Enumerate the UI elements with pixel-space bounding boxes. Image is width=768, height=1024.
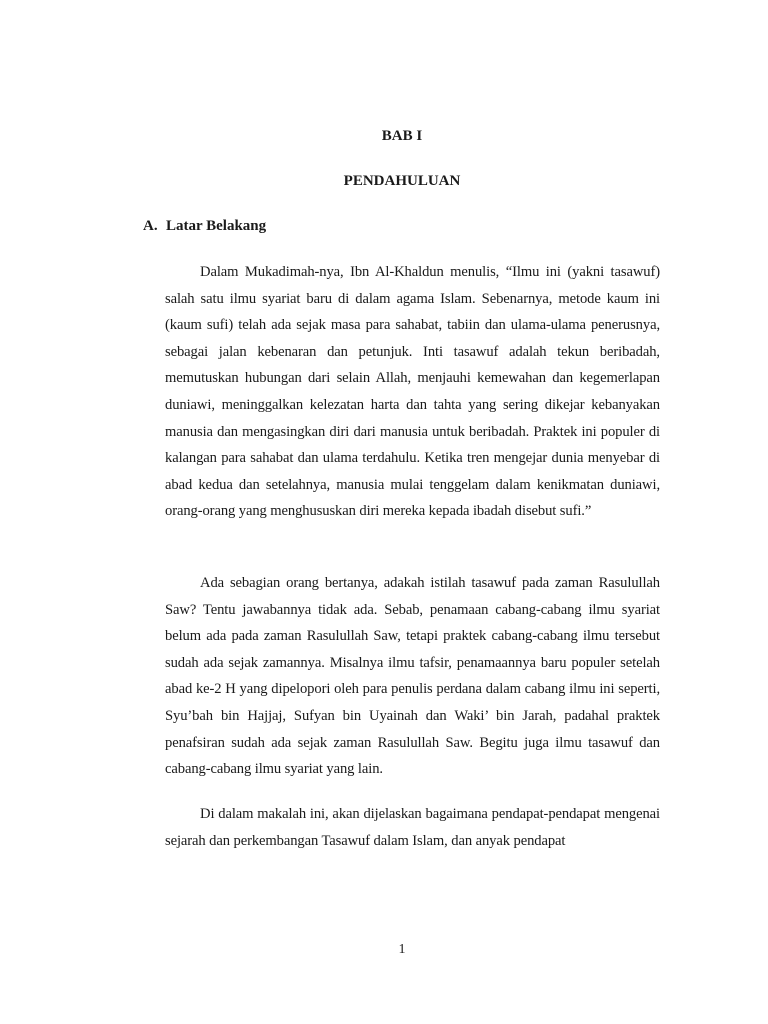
section-heading [143,218,266,235]
section-title: Latar Belakang [166,218,267,234]
paragraph: Di dalam makalah ini, akan dijelaskan bagaimana pendapat-pendapat mengenai sejarah dan perkembangan Tasawuf dalam Islam, dan anyak pendapat [165,806,660,849]
section-number: A. [143,218,158,234]
chapter-subtitle: PENDAHULUAN [343,173,461,189]
paragraph: Ada sebagian orang bertanya, adakah istilah tasawuf pada zaman Rasulullah Saw? Tentu jawabannya tidak ada. Sebab, penamaan cabang-cabang ilmu syariat belum ada pada zaman Rasulullah Saw, tetapi praktek cabang-cabang ilmu tersebut sudah ada sejak zamannya. Misalnya ilmu tafsir, penamaannya baru populer setelah abad ke-2 H yang dipelopori oleh para penulis perdana dalam cabang ilmu ini seperti, Syu’bah bin Hajjaj, Sufyan bin Uyainah dan Waki’ bin Jarah, padahal praktek penafsiran sudah ada sejak zaman Rasulullah Saw. Begitu juga ilmu tasawuf dan cabang-cabang ilmu syariat yang lain. [165,575,660,778]
paragraph: Dalam Mukadimah-nya, Ibn Al-Khaldun menulis, “Ilmu ini (yakni tasawuf) salah satu ilmu syariat baru di dalam agama Islam. Sebenarnya, metode kaum ini (kaum sufi) telah ada sejak masa para sahabat, tabiin dan ulama-ulama penerusnya, sebagai jalan kebenaran dan petunjuk. Inti tasawuf adalah tekun beribadah, memutuskan hubungan dari selain Allah, menjauhi kemewahan dan kegemerlapan duniawi, meninggalkan kelezatan harta dan tahta yang sering dikejar kebanyakan manusia dan mengasingkan diri dari manusia untuk beribadah. Praktek ini populer di kalangan para sahabat dan ulama terdahulu. Ketika tren mengejar dunia menyebar di abad kedua dan setelahnya, manusia mulai tenggelam dalam kenikmatan duniawi, orang-orang yang menghususkan diri mereka kepada ibadah disebut sufi.” [165,264,660,520]
page-number: 1 [398,942,406,957]
chapter-title: BAB I [381,128,423,144]
